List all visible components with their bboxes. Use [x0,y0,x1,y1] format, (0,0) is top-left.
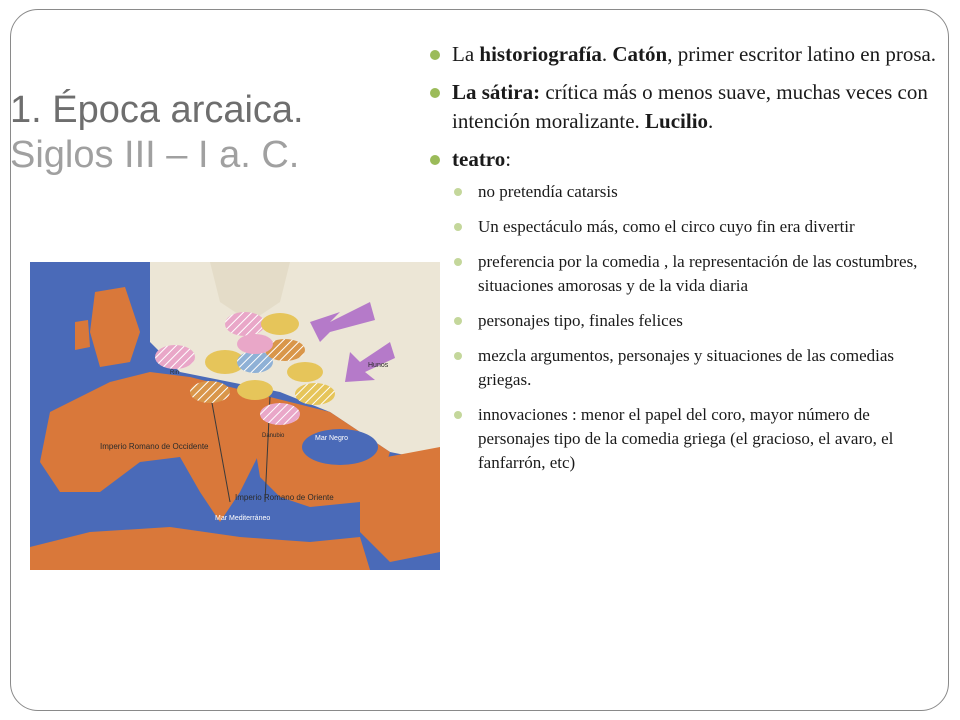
teatro-sub-list [452,180,943,475]
b3-bold-teatro: teatro [452,147,506,171]
slide-body [428,40,943,486]
b2-post: crítica más o menos suave, muchas veces con intención moralizante. [452,80,928,133]
bullet-historiografia [428,40,943,69]
label-west: Imperio Romano de Occidente [100,442,209,451]
sub-bullet: preferencia por la comedia , la representación de las costumbres, situaciones amorosas y de la vida diaria [452,250,943,298]
sub-bullet: no pretendía catarsis [452,180,943,204]
label-danube: Danubio [262,433,285,439]
sub-bullet: mezcla argumentos, personajes y situaciones de las comedias griegas. [452,344,943,392]
b1-bold-caton: Catón [612,42,668,66]
roman-empire-map [30,262,440,570]
b2-end: . [708,109,714,133]
bullet-satira [428,78,943,136]
sub-bullet: Un espectáculo más, como el circo cuyo fin era divertir [452,215,943,239]
slide-title [10,88,410,178]
map-image [30,262,440,570]
title-line-2: Siglos III – I a. C. [10,134,300,176]
label-black-sea: Mar Negro [315,435,349,442]
title-line-1: 1. Época arcaica. [10,89,304,131]
b2-bold-lucilio: Lucilio [645,109,709,133]
b1-pre: La [452,42,480,66]
b3-post: : [505,147,512,171]
b2-bold-satira: La sátira: [452,80,541,104]
b1-mid: . [601,42,613,66]
sub-bullet: personajes tipo, finales felices [452,309,943,333]
label-med: Mar Mediterráneo [215,515,271,522]
label-huns: Hunos [368,362,389,369]
b1-bold-historiografia: historiografía [479,42,602,66]
label-rin: Rin [170,370,180,376]
main-bullet-list [428,40,943,475]
b1-post: , primer escritor latino en prosa. [667,42,937,66]
bullet-teatro [428,145,943,475]
sub-bullet: innovaciones : menor el papel del coro, mayor número de personajes tipo de la comedia griega (el gracioso, el avaro, el fanfarrón, etc) [452,403,943,475]
label-east: Imperio Romano de Oriente [235,493,334,502]
